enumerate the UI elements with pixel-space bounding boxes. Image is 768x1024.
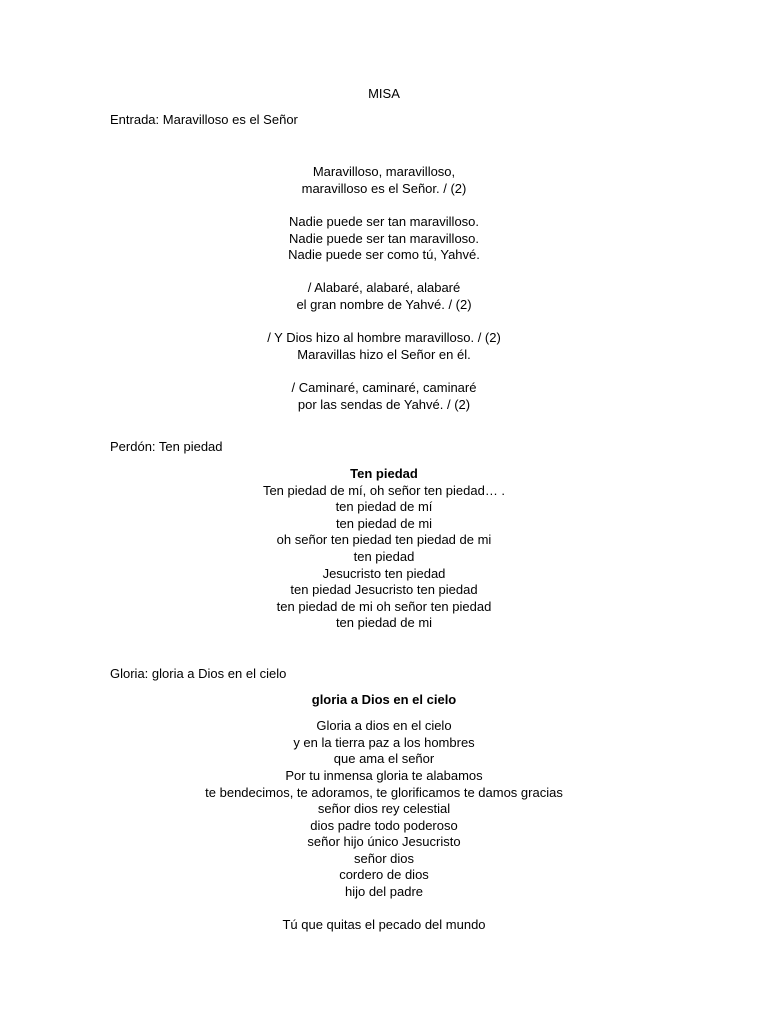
lyric-line: Gloria a dios en el cielo — [316, 718, 452, 733]
lyric-line: cordero de dios — [339, 867, 429, 882]
song-title-gloria: gloria a Dios en el cielo — [311, 692, 457, 707]
lyric-line: señor dios — [354, 851, 414, 866]
lyric-line: ten piedad de mí — [335, 499, 433, 514]
lyric-line: te bendecimos, te adoramos, te glorificamos te damos gracias — [205, 785, 563, 800]
lyric-line: que ama el señor — [333, 751, 435, 766]
lyric-line: / Y Dios hizo al hombre maravilloso. / (2) — [267, 330, 501, 345]
lyric-line: por las sendas de Yahvé. / (2) — [297, 397, 471, 412]
lyric-line: Maravilloso, maravilloso, — [312, 164, 456, 179]
lyric-line: Tú que quitas el pecado del mundo — [282, 917, 486, 932]
document-title: MISA — [368, 86, 400, 101]
lyric-line: ten piedad de mi — [335, 516, 433, 531]
section-heading-perdon: Perdón: Ten piedad — [110, 439, 223, 454]
section-heading-entrada: Entrada: Maravilloso es el Señor — [110, 112, 298, 127]
lyric-line: Nadie puede ser tan maravilloso. — [288, 231, 480, 246]
lyric-line: Maravillas hizo el Señor en él. — [297, 347, 471, 362]
lyric-line: Nadie puede ser tan maravilloso. — [288, 214, 480, 229]
lyric-line: maravilloso es el Señor. / (2) — [301, 181, 467, 196]
lyric-line: señor dios rey celestial — [317, 801, 451, 816]
lyric-line: hijo del padre — [344, 884, 424, 899]
song-title-ten-piedad: Ten piedad — [350, 466, 418, 481]
lyric-line: dios padre todo poderoso — [310, 818, 458, 833]
lyric-line: Ten piedad de mí, oh señor ten piedad… . — [262, 483, 506, 498]
lyric-line: el gran nombre de Yahvé. / (2) — [296, 297, 472, 312]
lyric-line: / Alabaré, alabaré, alabaré — [307, 280, 461, 295]
lyric-line: / Caminaré, caminaré, caminaré — [291, 380, 477, 395]
lyric-line: oh señor ten piedad ten piedad de mi — [276, 532, 492, 547]
lyric-line: Por tu inmensa gloria te alabamos — [285, 768, 483, 783]
section-heading-gloria: Gloria: gloria a Dios en el cielo — [110, 666, 287, 681]
lyric-line: ten piedad Jesucristo ten piedad — [290, 582, 478, 597]
lyric-line: ten piedad — [353, 549, 415, 564]
lyric-line: y en la tierra paz a los hombres — [293, 735, 475, 750]
lyric-line: Nadie puede ser como tú, Yahvé. — [288, 247, 480, 262]
lyric-line: Jesucristo ten piedad — [322, 566, 446, 581]
lyric-line: ten piedad de mi oh señor ten piedad — [276, 599, 492, 614]
lyric-line: señor hijo único Jesucristo — [307, 834, 461, 849]
lyric-line: ten piedad de mi — [335, 615, 433, 630]
